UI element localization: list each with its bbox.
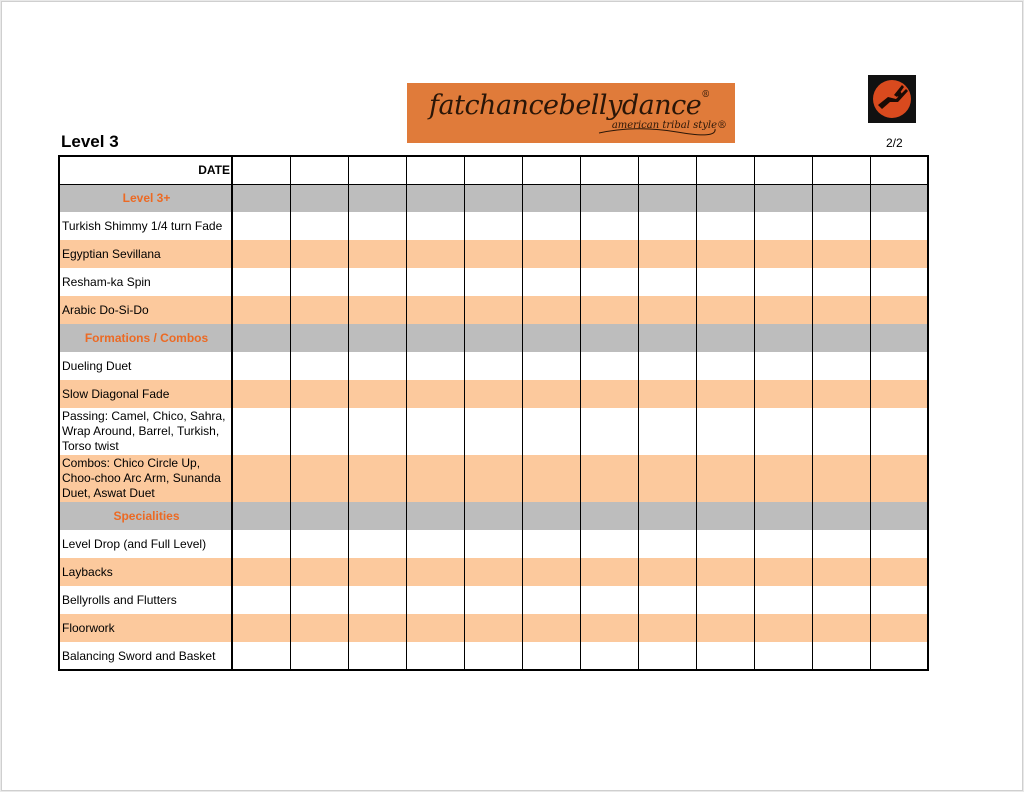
section-cell [232,184,290,212]
skill-row [59,530,928,558]
check-cell[interactable] [754,380,812,408]
skill-row [59,352,928,380]
check-cell[interactable] [290,530,348,558]
check-cell[interactable] [580,408,638,455]
check-cell[interactable] [522,268,580,296]
check-cell[interactable] [696,296,754,324]
dancer-emblem-icon [868,75,916,123]
check-cell[interactable] [522,642,580,670]
check-cell[interactable] [406,240,464,268]
check-cell[interactable] [464,352,522,380]
date-entry-cell[interactable] [754,156,812,184]
skill-label: Floorwork [59,614,232,642]
check-cell[interactable] [522,614,580,642]
check-cell[interactable] [812,558,870,586]
check-cell[interactable] [290,558,348,586]
check-cell[interactable] [754,614,812,642]
check-cell[interactable] [290,296,348,324]
check-cell[interactable] [348,212,406,240]
check-cell[interactable] [812,408,870,455]
check-cell[interactable] [348,268,406,296]
section-cell [290,502,348,530]
date-entry-cell[interactable] [638,156,696,184]
section-cell [522,184,580,212]
skill-label: Resham-ka Spin [59,268,232,296]
check-cell[interactable] [348,408,406,455]
date-entry-cell[interactable] [232,156,290,184]
date-entry-cell[interactable] [522,156,580,184]
skill-label: Egyptian Sevillana [59,240,232,268]
check-cell[interactable] [870,530,928,558]
check-cell[interactable] [406,408,464,455]
date-entry-cell[interactable] [290,156,348,184]
skill-label: Level Drop (and Full Level) [59,530,232,558]
document-page [1,1,1023,791]
check-cell[interactable] [232,240,290,268]
check-cell[interactable] [812,352,870,380]
check-cell[interactable] [522,380,580,408]
check-cell[interactable] [580,642,638,670]
check-cell[interactable] [464,296,522,324]
check-cell[interactable] [696,352,754,380]
check-cell[interactable] [870,455,928,502]
skill-label: Dueling Duet [59,352,232,380]
section-cell [696,324,754,352]
section-cell [696,184,754,212]
check-cell[interactable] [580,240,638,268]
check-cell[interactable] [290,352,348,380]
date-entry-cell[interactable] [348,156,406,184]
check-cell[interactable] [464,614,522,642]
section-cell [696,502,754,530]
check-cell[interactable] [638,586,696,614]
check-cell[interactable] [464,240,522,268]
section-cell [348,324,406,352]
check-cell[interactable] [754,296,812,324]
check-cell[interactable] [870,558,928,586]
check-cell[interactable] [232,455,290,502]
check-cell[interactable] [812,455,870,502]
section-cell [464,502,522,530]
check-cell[interactable] [290,586,348,614]
check-cell[interactable] [754,642,812,670]
skill-row [59,614,928,642]
check-cell[interactable] [638,380,696,408]
check-cell[interactable] [696,408,754,455]
check-cell[interactable] [580,614,638,642]
check-cell[interactable] [870,642,928,670]
date-header-row [59,156,928,184]
check-cell[interactable] [696,268,754,296]
check-cell[interactable] [638,614,696,642]
check-cell[interactable] [406,642,464,670]
logo-registered-mark: ® [701,90,710,100]
check-cell[interactable] [870,352,928,380]
check-cell[interactable] [232,408,290,455]
check-cell[interactable] [348,558,406,586]
skill-row [59,268,928,296]
section-row [59,502,928,530]
check-cell[interactable] [638,212,696,240]
check-cell[interactable] [348,642,406,670]
check-cell[interactable] [406,212,464,240]
check-cell[interactable] [638,642,696,670]
check-cell[interactable] [870,240,928,268]
check-cell[interactable] [522,586,580,614]
check-cell[interactable] [696,240,754,268]
section-cell [464,324,522,352]
skill-row [59,558,928,586]
check-cell[interactable] [870,614,928,642]
date-entry-cell[interactable] [812,156,870,184]
section-cell [232,502,290,530]
check-cell[interactable] [696,558,754,586]
section-cell [638,184,696,212]
check-cell[interactable] [580,268,638,296]
check-cell[interactable] [348,240,406,268]
check-cell[interactable] [754,268,812,296]
section-cell [406,502,464,530]
check-cell[interactable] [580,530,638,558]
check-cell[interactable] [812,642,870,670]
check-cell[interactable] [580,586,638,614]
check-cell[interactable] [870,268,928,296]
check-cell[interactable] [232,268,290,296]
check-cell[interactable] [348,530,406,558]
check-cell[interactable] [406,296,464,324]
skill-label: Passing: Camel, Chico, Sahra, Wrap Around, Barrel, Turkish, Torso twist [59,408,232,455]
check-cell[interactable] [464,380,522,408]
check-cell[interactable] [638,455,696,502]
section-cell [580,184,638,212]
check-cell[interactable] [754,530,812,558]
skill-label: Arabic Do-Si-Do [59,296,232,324]
page-title: Level 3 [61,132,119,151]
skill-row [59,408,928,455]
check-cell[interactable] [522,352,580,380]
check-cell[interactable] [406,352,464,380]
section-heading: Specialities [59,502,232,530]
skill-label: Slow Diagonal Fade [59,380,232,408]
skill-label: Combos: Chico Circle Up, Choo-choo Arc Arm, Sunanda Duet, Aswat Duet [59,455,232,502]
check-cell[interactable] [522,530,580,558]
date-entry-cell[interactable] [406,156,464,184]
logo-tagline: american tribal style® [611,120,727,131]
check-cell[interactable] [754,240,812,268]
check-cell[interactable] [464,586,522,614]
skill-row [59,212,928,240]
check-cell[interactable] [348,586,406,614]
check-cell[interactable] [348,352,406,380]
date-entry-cell[interactable] [870,156,928,184]
check-cell[interactable] [232,586,290,614]
check-cell[interactable] [754,408,812,455]
check-cell[interactable] [232,530,290,558]
section-cell [638,324,696,352]
check-cell[interactable] [464,212,522,240]
check-cell[interactable] [754,586,812,614]
check-cell[interactable] [290,408,348,455]
check-cell[interactable] [464,642,522,670]
check-cell[interactable] [638,268,696,296]
section-heading: Formations / Combos [59,324,232,352]
date-entry-cell[interactable] [464,156,522,184]
check-cell[interactable] [406,268,464,296]
check-cell[interactable] [290,212,348,240]
section-cell [406,324,464,352]
check-cell[interactable] [522,455,580,502]
skill-row [59,296,928,324]
section-cell [812,502,870,530]
section-cell [754,324,812,352]
check-cell[interactable] [580,296,638,324]
check-cell[interactable] [232,642,290,670]
section-cell [522,324,580,352]
check-cell[interactable] [348,614,406,642]
section-cell [348,502,406,530]
logo-name: fatchancebellydance [429,90,702,121]
section-row [59,184,928,212]
check-cell[interactable] [754,558,812,586]
check-cell[interactable] [580,352,638,380]
check-cell[interactable] [754,212,812,240]
check-cell[interactable] [348,296,406,324]
check-cell[interactable] [812,614,870,642]
section-cell [406,184,464,212]
check-cell[interactable] [406,455,464,502]
section-cell [290,184,348,212]
check-cell[interactable] [464,408,522,455]
section-cell [754,502,812,530]
check-cell[interactable] [580,558,638,586]
check-cell[interactable] [696,586,754,614]
check-cell[interactable] [754,455,812,502]
check-cell[interactable] [290,268,348,296]
check-cell[interactable] [406,530,464,558]
section-cell [290,324,348,352]
section-cell [812,184,870,212]
check-cell[interactable] [348,455,406,502]
check-cell[interactable] [522,558,580,586]
check-cell[interactable] [232,558,290,586]
check-cell[interactable] [696,455,754,502]
check-cell[interactable] [522,240,580,268]
section-cell [812,324,870,352]
check-cell[interactable] [522,408,580,455]
skill-row [59,586,928,614]
page-number: 2/2 [886,136,903,150]
section-cell [464,184,522,212]
check-cell[interactable] [232,296,290,324]
check-cell[interactable] [812,380,870,408]
section-cell [870,324,928,352]
section-cell [232,324,290,352]
check-cell[interactable] [232,380,290,408]
section-cell [348,184,406,212]
check-cell[interactable] [290,642,348,670]
date-header-label: DATE [59,156,232,184]
check-cell[interactable] [638,408,696,455]
check-cell[interactable] [870,296,928,324]
check-cell[interactable] [638,352,696,380]
check-cell[interactable] [290,240,348,268]
check-cell[interactable] [232,614,290,642]
skill-row [59,240,928,268]
check-cell[interactable] [406,586,464,614]
check-cell[interactable] [812,296,870,324]
check-cell[interactable] [232,352,290,380]
check-cell[interactable] [870,212,928,240]
check-cell[interactable] [464,530,522,558]
check-cell[interactable] [696,212,754,240]
check-cell[interactable] [464,455,522,502]
brand-logo [407,83,735,143]
check-cell[interactable] [348,380,406,408]
check-cell[interactable] [232,212,290,240]
section-cell [870,502,928,530]
check-cell[interactable] [406,614,464,642]
check-cell[interactable] [464,558,522,586]
check-cell[interactable] [522,212,580,240]
check-cell[interactable] [290,380,348,408]
check-cell[interactable] [406,558,464,586]
section-cell [870,184,928,212]
skill-label: Laybacks [59,558,232,586]
check-cell[interactable] [696,530,754,558]
check-cell[interactable] [580,212,638,240]
section-cell [580,324,638,352]
section-row [59,324,928,352]
skill-row [59,455,928,502]
skill-row [59,380,928,408]
date-entry-cell[interactable] [580,156,638,184]
check-cell[interactable] [812,530,870,558]
check-cell[interactable] [290,455,348,502]
check-cell[interactable] [580,380,638,408]
check-cell[interactable] [754,352,812,380]
check-cell[interactable] [638,530,696,558]
section-cell [522,502,580,530]
check-cell[interactable] [812,240,870,268]
check-cell[interactable] [290,614,348,642]
section-heading: Level 3+ [59,184,232,212]
section-cell [638,502,696,530]
skill-label: Turkish Shimmy 1/4 turn Fade [59,212,232,240]
check-cell[interactable] [870,586,928,614]
check-cell[interactable] [638,558,696,586]
attendance-table [58,155,929,671]
skill-label: Balancing Sword and Basket [59,642,232,670]
skill-row [59,642,928,670]
skill-label: Bellyrolls and Flutters [59,586,232,614]
check-cell[interactable] [522,296,580,324]
check-cell[interactable] [696,614,754,642]
check-cell[interactable] [812,212,870,240]
date-entry-cell[interactable] [696,156,754,184]
check-cell[interactable] [870,380,928,408]
check-cell[interactable] [638,296,696,324]
check-cell[interactable] [812,268,870,296]
check-cell[interactable] [812,586,870,614]
check-cell[interactable] [406,380,464,408]
check-cell[interactable] [870,408,928,455]
section-cell [754,184,812,212]
check-cell[interactable] [696,642,754,670]
section-cell [580,502,638,530]
check-cell[interactable] [464,268,522,296]
check-cell[interactable] [580,455,638,502]
check-cell[interactable] [638,240,696,268]
check-cell[interactable] [696,380,754,408]
